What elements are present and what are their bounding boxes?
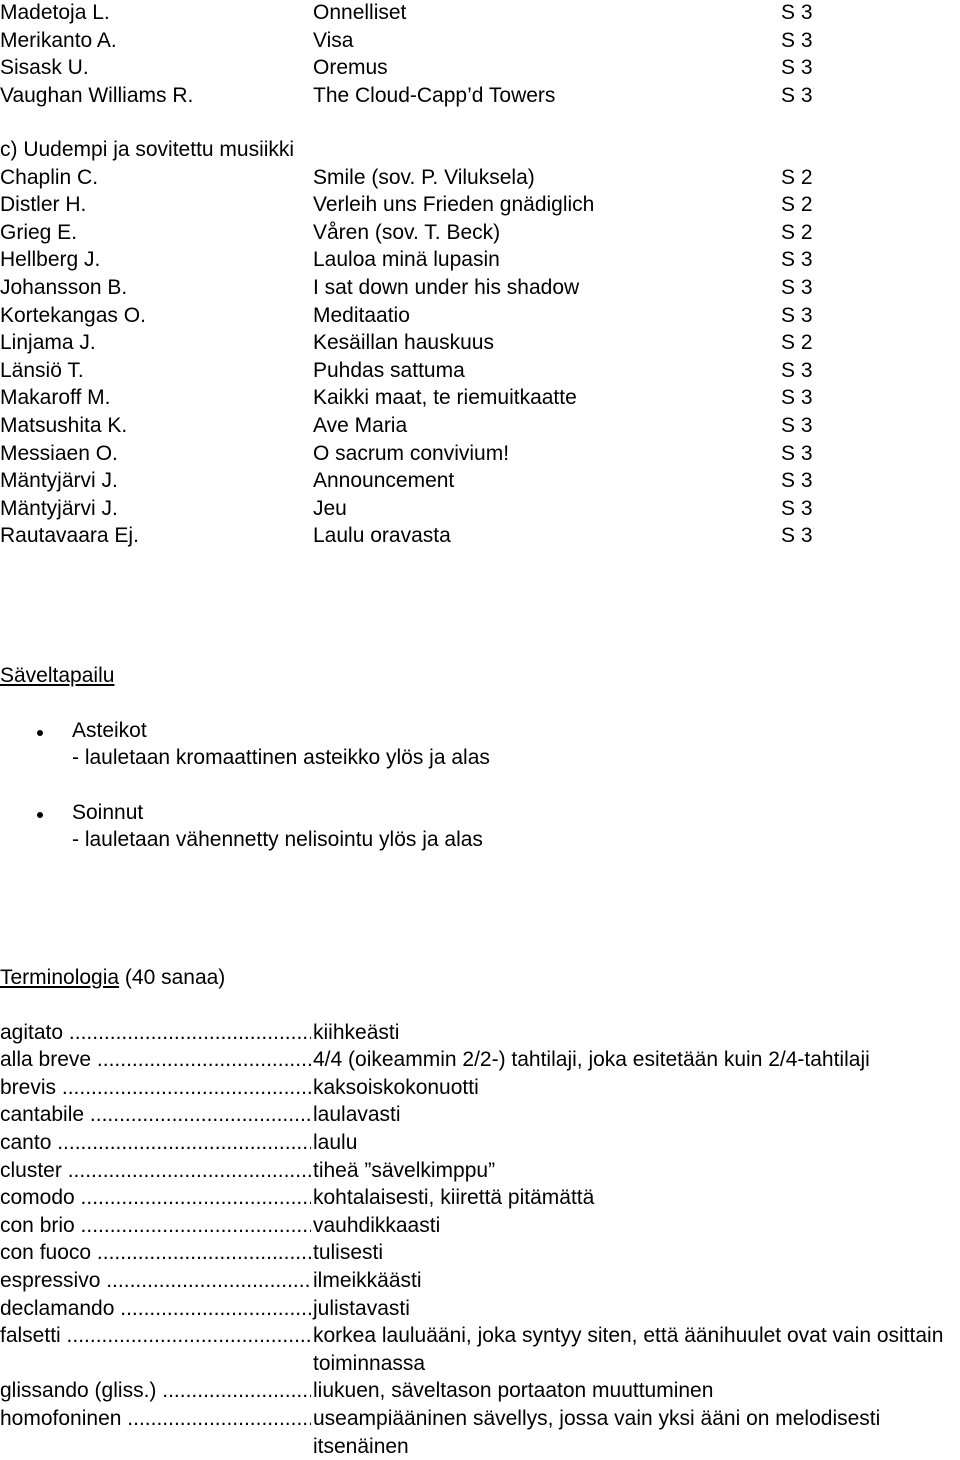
title-cell: Oremus — [313, 56, 388, 80]
term-name: cluster ..... — [0, 1157, 311, 1185]
table-row — [0, 274, 960, 302]
level-cell: S 3 — [781, 275, 813, 299]
level-cell: S 3 — [781, 248, 813, 272]
level-cell: S 3 — [781, 413, 813, 437]
table-row — [0, 384, 960, 412]
composer-cell: Sisask U. — [0, 56, 89, 80]
list-item — [0, 1267, 960, 1295]
table-row — [0, 522, 960, 550]
term-name: espressivo ..... — [0, 1267, 311, 1295]
term-name: brevis ..... — [0, 1074, 311, 1102]
term-list — [0, 1019, 960, 1460]
composer-cell: Grieg E. — [0, 220, 78, 244]
level-cell: S 2 — [781, 165, 813, 189]
composer-cell: Kortekangas O. — [0, 303, 146, 327]
list-item — [0, 1405, 960, 1460]
term-definition: vauhdikkaasti — [313, 1213, 441, 1237]
composer-cell: Mäntyjärvi J. — [0, 469, 118, 493]
level-cell: S 3 — [781, 83, 813, 107]
term-definition: liukuen, säveltason portaaton muuttuminen — [313, 1379, 714, 1403]
term-definition: 4/4 (oikeammin 2/2-) tahtilaji, joka esitetään kuin 2/4-tahtilaji — [313, 1048, 870, 1072]
term-definition: tulisesti — [313, 1241, 384, 1265]
composer-cell: Rautavaara Ej. — [0, 524, 139, 548]
composer-cell: Distler H. — [0, 193, 87, 217]
term-name: alla breve ..... — [0, 1046, 311, 1074]
table-row — [0, 357, 960, 385]
section-c — [0, 136, 960, 550]
list-item — [0, 1212, 960, 1240]
level-cell: S 3 — [781, 386, 813, 410]
composer-cell: Hellberg J. — [0, 248, 101, 272]
table-row — [0, 412, 960, 440]
list-item — [0, 1046, 960, 1074]
level-cell: S 3 — [781, 524, 813, 548]
title-cell: Våren (sov. T. Beck) — [313, 220, 501, 244]
bullet-item-soinnut — [0, 799, 960, 853]
list-item — [0, 1101, 960, 1129]
table-row — [0, 164, 960, 192]
term-name: comodo ..... — [0, 1184, 311, 1212]
level-cell: S 3 — [781, 496, 813, 520]
terminologia-section — [0, 964, 960, 1460]
list-item — [0, 1377, 960, 1405]
table-row — [0, 467, 960, 495]
table-row — [0, 82, 960, 110]
term-definition: julistavasti — [313, 1296, 410, 1320]
terminologia-heading — [0, 964, 960, 992]
list-item — [0, 1184, 960, 1212]
level-cell: S 2 — [781, 193, 813, 217]
title-cell: Jeu — [313, 496, 347, 520]
term-name: declamando ..... — [0, 1295, 311, 1323]
table-row — [0, 27, 960, 55]
saveltapailu-section — [0, 662, 960, 853]
section-heading: c) Uudempi ja sovitettu musiikki — [0, 138, 295, 161]
term-definition: laulu — [313, 1130, 358, 1154]
bullet-title: Soinnut — [72, 800, 144, 824]
title-cell: Verleih uns Frieden gnädiglich — [313, 193, 595, 217]
term-definition: ilmeikkäästi — [313, 1268, 422, 1292]
composer-cell: Messiaen O. — [0, 441, 118, 465]
list-item — [0, 1129, 960, 1157]
table-row — [0, 219, 960, 247]
title-cell: I sat down under his shadow — [313, 275, 580, 299]
composer-cell: Matsushita K. — [0, 413, 128, 437]
term-definition: laulavasti — [313, 1103, 401, 1127]
table-row — [0, 0, 960, 27]
title-cell: Announcement — [313, 469, 455, 493]
title-cell: Smile (sov. P. Viluksela) — [313, 165, 535, 189]
list-item — [0, 1239, 960, 1267]
saveltapailu-heading: Säveltapailu — [0, 664, 115, 687]
title-cell: Puhdas sattuma — [313, 358, 465, 382]
composer-cell: Madetoja L. — [0, 1, 110, 24]
terminologia-count: (40 sanaa) — [119, 966, 226, 989]
term-name: agitato ..... — [0, 1019, 311, 1047]
term-definition: kaksoiskokonuotti — [313, 1075, 479, 1099]
title-cell: Kaikki maat, te riemuitkaatte — [313, 386, 577, 410]
composer-cell: Vaughan Williams R. — [0, 83, 194, 107]
level-cell: S 3 — [781, 28, 813, 52]
bullet-icon — [37, 812, 43, 818]
list-item — [0, 1074, 960, 1102]
title-cell: Meditaatio — [313, 303, 410, 327]
term-name: cantabile ..... — [0, 1101, 311, 1129]
terminologia-title: Terminologia — [0, 966, 120, 989]
term-name: con fuoco ..... — [0, 1239, 311, 1267]
list-item — [0, 1295, 960, 1323]
title-cell: Lauloa minä lupasin — [313, 248, 500, 272]
table-row — [0, 191, 960, 219]
term-name: homofoninen ..... — [0, 1405, 311, 1433]
level-cell: S 2 — [781, 331, 813, 355]
level-cell: S 3 — [781, 56, 813, 80]
title-cell: The Cloud-Capp’d Towers — [313, 83, 556, 107]
title-cell: Laulu oravasta — [313, 524, 451, 548]
composer-cell: Länsiö T. — [0, 358, 84, 382]
level-cell: S 3 — [781, 1, 813, 24]
bullet-title: Asteikot — [72, 718, 147, 742]
title-cell: Onnelliset — [313, 1, 407, 24]
table-row — [0, 495, 960, 523]
term-definition: kiihkeästi — [313, 1020, 400, 1044]
table-row — [0, 246, 960, 274]
title-cell: Visa — [313, 28, 354, 52]
table-row — [0, 302, 960, 330]
bullet-desc: - lauletaan vähennetty nelisointu ylös ja alas — [72, 827, 483, 851]
level-cell: S 3 — [781, 469, 813, 493]
composer-cell: Johansson B. — [0, 275, 128, 299]
title-cell: Ave Maria — [313, 413, 408, 437]
title-cell: Kesäillan hauskuus — [313, 331, 494, 355]
term-name: canto ..... — [0, 1129, 311, 1157]
list-item — [0, 1019, 960, 1047]
composer-cell: Merikanto A. — [0, 28, 117, 52]
title-cell: O sacrum convivium! — [313, 441, 510, 465]
term-definition: tiheä ”sävelkimppu” — [313, 1158, 496, 1182]
composer-cell: Mäntyjärvi J. — [0, 496, 118, 520]
level-cell: S 3 — [781, 303, 813, 327]
repertoire-list-c — [0, 164, 960, 550]
level-cell: S 2 — [781, 220, 813, 244]
composer-cell: Chaplin C. — [0, 165, 99, 189]
composer-cell: Makaroff M. — [0, 386, 111, 410]
list-item — [0, 1322, 960, 1377]
bullet-icon — [37, 730, 43, 736]
level-cell: S 3 — [781, 358, 813, 382]
term-name: con brio ..... — [0, 1212, 311, 1240]
bullet-desc: - lauletaan kromaattinen asteikko ylös ja alas — [72, 745, 490, 769]
term-definition: kohtalaisesti, kiirettä pitämättä — [313, 1186, 595, 1210]
term-definition: useampiääninen sävellys, jossa vain yksi ääni on melodisesti itsenäinen — [313, 1406, 881, 1458]
term-definition: korkea lauluääni, joka syntyy siten, että äänihuulet ovat vain osittain toiminnassa — [313, 1324, 944, 1375]
table-row — [0, 329, 960, 357]
list-item — [0, 1157, 960, 1185]
level-cell: S 3 — [781, 441, 813, 465]
term-name: glissando (gliss.) ..... — [0, 1377, 311, 1405]
table-row — [0, 440, 960, 468]
repertoire-list-top — [0, 0, 960, 109]
term-name: falsetti ..... — [0, 1322, 311, 1350]
bullet-item-asteikot — [0, 717, 960, 771]
table-row — [0, 54, 960, 82]
composer-cell: Linjama J. — [0, 331, 96, 355]
